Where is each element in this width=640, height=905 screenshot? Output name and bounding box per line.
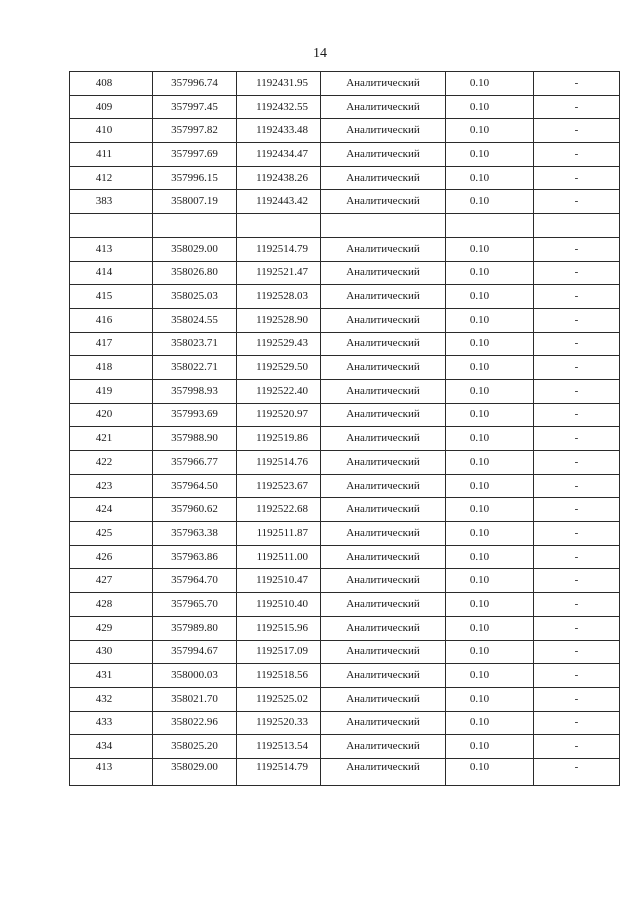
method-cell: Аналитический (321, 261, 446, 285)
y-coordinate-cell: 1192525.02 (237, 687, 321, 711)
accuracy-cell: 0.10 (446, 498, 534, 522)
description-cell: - (534, 616, 620, 640)
point-number-cell: 416 (70, 308, 153, 332)
table-row (70, 427, 620, 451)
description-cell: - (534, 119, 620, 143)
description-cell: - (534, 95, 620, 119)
description-cell: - (534, 687, 620, 711)
point-number-cell: 412 (70, 166, 153, 190)
y-coordinate-cell: 1192522.68 (237, 498, 321, 522)
table-row (70, 664, 620, 688)
method-cell: Аналитический (321, 569, 446, 593)
y-coordinate-cell: 1192514.76 (237, 451, 321, 475)
accuracy-cell: 0.10 (446, 72, 534, 96)
table-row (70, 379, 620, 403)
table-row (70, 687, 620, 711)
description-cell: - (534, 711, 620, 735)
method-cell: Аналитический (321, 593, 446, 617)
accuracy-cell: 0.10 (446, 261, 534, 285)
y-coordinate-cell: 1192518.56 (237, 664, 321, 688)
table-row (70, 735, 620, 759)
point-number-cell: 409 (70, 95, 153, 119)
y-coordinate-cell: 1192519.86 (237, 427, 321, 451)
accuracy-cell: 0.10 (446, 522, 534, 546)
table-row (70, 332, 620, 356)
x-coordinate-cell: 358029.00 (153, 758, 237, 785)
point-number-cell: 429 (70, 616, 153, 640)
point-number-cell: 408 (70, 72, 153, 96)
y-coordinate-cell: 1192513.54 (237, 735, 321, 759)
point-number-cell: 411 (70, 143, 153, 167)
x-coordinate-cell: 358025.20 (153, 735, 237, 759)
x-coordinate-cell: 357963.86 (153, 545, 237, 569)
description-cell: - (534, 735, 620, 759)
method-cell: Аналитический (321, 451, 446, 475)
description-cell: - (534, 593, 620, 617)
method-cell: Аналитический (321, 95, 446, 119)
method-cell: Аналитический (321, 687, 446, 711)
point-number-cell: 431 (70, 664, 153, 688)
point-number-cell: 423 (70, 474, 153, 498)
method-cell: Аналитический (321, 190, 446, 214)
accuracy-cell: 0.10 (446, 593, 534, 617)
x-coordinate-cell: 358023.71 (153, 332, 237, 356)
accuracy-cell: 0.10 (446, 119, 534, 143)
description-cell: - (534, 379, 620, 403)
y-coordinate-cell: 1192522.40 (237, 379, 321, 403)
accuracy-cell: 0.10 (446, 143, 534, 167)
method-cell: Аналитический (321, 403, 446, 427)
point-number-cell: 426 (70, 545, 153, 569)
point-number-cell: 419 (70, 379, 153, 403)
table-row (70, 522, 620, 546)
y-coordinate-cell: 1192528.03 (237, 285, 321, 309)
point-number-cell (70, 214, 153, 238)
y-coordinate-cell: 1192433.48 (237, 119, 321, 143)
point-number-cell: 421 (70, 427, 153, 451)
x-coordinate-cell: 357994.67 (153, 640, 237, 664)
point-number-cell: 410 (70, 119, 153, 143)
accuracy-cell: 0.10 (446, 190, 534, 214)
table-row (70, 403, 620, 427)
point-number-cell: 414 (70, 261, 153, 285)
description-cell: - (534, 308, 620, 332)
method-cell: Аналитический (321, 498, 446, 522)
table-row (70, 214, 620, 238)
description-cell: - (534, 545, 620, 569)
y-coordinate-cell: 1192511.00 (237, 545, 321, 569)
table-row (70, 237, 620, 261)
description-cell: - (534, 72, 620, 96)
table-row (70, 166, 620, 190)
y-coordinate-cell: 1192434.47 (237, 143, 321, 167)
accuracy-cell: 0.10 (446, 237, 534, 261)
point-number-cell: 417 (70, 332, 153, 356)
table-row (70, 711, 620, 735)
x-coordinate-cell: 357996.74 (153, 72, 237, 96)
x-coordinate-cell: 358025.03 (153, 285, 237, 309)
y-coordinate-cell (237, 214, 321, 238)
table-row (70, 190, 620, 214)
point-number-cell: 432 (70, 687, 153, 711)
point-number-cell: 433 (70, 711, 153, 735)
x-coordinate-cell: 357966.77 (153, 451, 237, 475)
method-cell: Аналитический (321, 332, 446, 356)
accuracy-cell: 0.10 (446, 545, 534, 569)
table-row (70, 498, 620, 522)
table-row (70, 451, 620, 475)
accuracy-cell: 0.10 (446, 427, 534, 451)
point-number-cell: 425 (70, 522, 153, 546)
accuracy-cell: 0.10 (446, 332, 534, 356)
accuracy-cell: 0.10 (446, 379, 534, 403)
description-cell: - (534, 451, 620, 475)
description-cell: - (534, 261, 620, 285)
y-coordinate-cell: 1192514.79 (237, 758, 321, 785)
y-coordinate-cell: 1192529.43 (237, 332, 321, 356)
x-coordinate-cell: 357963.38 (153, 522, 237, 546)
method-cell: Аналитический (321, 545, 446, 569)
description-cell: - (534, 166, 620, 190)
x-coordinate-cell: 358021.70 (153, 687, 237, 711)
description-cell: - (534, 522, 620, 546)
description-cell: - (534, 190, 620, 214)
x-coordinate-cell: 357997.82 (153, 119, 237, 143)
table-row (70, 474, 620, 498)
table-row (70, 640, 620, 664)
point-number-cell: 428 (70, 593, 153, 617)
description-cell: - (534, 143, 620, 167)
y-coordinate-cell: 1192517.09 (237, 640, 321, 664)
accuracy-cell: 0.10 (446, 474, 534, 498)
point-number-cell: 420 (70, 403, 153, 427)
x-coordinate-cell: 357989.80 (153, 616, 237, 640)
x-coordinate-cell: 357988.90 (153, 427, 237, 451)
description-cell: - (534, 664, 620, 688)
point-number-cell: 434 (70, 735, 153, 759)
point-number-cell: 427 (70, 569, 153, 593)
y-coordinate-cell: 1192431.95 (237, 72, 321, 96)
accuracy-cell: 0.10 (446, 356, 534, 380)
table-row (70, 758, 620, 785)
description-cell: - (534, 403, 620, 427)
x-coordinate-cell: 358029.00 (153, 237, 237, 261)
accuracy-cell: 0.10 (446, 166, 534, 190)
description-cell: - (534, 427, 620, 451)
table-row (70, 569, 620, 593)
x-coordinate-cell: 358000.03 (153, 664, 237, 688)
description-cell: - (534, 356, 620, 380)
method-cell: Аналитический (321, 758, 446, 785)
method-cell: Аналитический (321, 285, 446, 309)
x-coordinate-cell: 358024.55 (153, 308, 237, 332)
accuracy-cell: 0.10 (446, 308, 534, 332)
description-cell: - (534, 758, 620, 785)
method-cell: Аналитический (321, 735, 446, 759)
description-cell: - (534, 569, 620, 593)
x-coordinate-cell: 357964.70 (153, 569, 237, 593)
table-row (70, 143, 620, 167)
x-coordinate-cell (153, 214, 237, 238)
method-cell: Аналитический (321, 640, 446, 664)
x-coordinate-cell: 357996.15 (153, 166, 237, 190)
accuracy-cell: 0.10 (446, 403, 534, 427)
description-cell: - (534, 237, 620, 261)
table-row (70, 261, 620, 285)
y-coordinate-cell: 1192510.47 (237, 569, 321, 593)
y-coordinate-cell: 1192515.96 (237, 616, 321, 640)
y-coordinate-cell: 1192510.40 (237, 593, 321, 617)
description-cell: - (534, 498, 620, 522)
description-cell: - (534, 474, 620, 498)
x-coordinate-cell: 358026.80 (153, 261, 237, 285)
point-number-cell: 413 (70, 237, 153, 261)
y-coordinate-cell: 1192514.79 (237, 237, 321, 261)
method-cell: Аналитический (321, 356, 446, 380)
method-cell: Аналитический (321, 379, 446, 403)
method-cell: Аналитический (321, 427, 446, 451)
table-row (70, 545, 620, 569)
x-coordinate-cell: 357993.69 (153, 403, 237, 427)
accuracy-cell: 0.10 (446, 758, 534, 785)
method-cell: Аналитический (321, 711, 446, 735)
point-number-cell: 418 (70, 356, 153, 380)
x-coordinate-cell: 357997.45 (153, 95, 237, 119)
method-cell: Аналитический (321, 664, 446, 688)
point-number-cell: 415 (70, 285, 153, 309)
method-cell (321, 214, 446, 238)
table-row (70, 285, 620, 309)
y-coordinate-cell: 1192511.87 (237, 522, 321, 546)
x-coordinate-cell: 357998.93 (153, 379, 237, 403)
x-coordinate-cell: 357964.50 (153, 474, 237, 498)
accuracy-cell: 0.10 (446, 664, 534, 688)
description-cell (534, 214, 620, 238)
coordinates-table (69, 71, 620, 786)
x-coordinate-cell: 358022.96 (153, 711, 237, 735)
accuracy-cell: 0.10 (446, 285, 534, 309)
accuracy-cell: 0.10 (446, 735, 534, 759)
y-coordinate-cell: 1192529.50 (237, 356, 321, 380)
table-row (70, 72, 620, 96)
x-coordinate-cell: 358022.71 (153, 356, 237, 380)
table-row (70, 356, 620, 380)
point-number-cell: 422 (70, 451, 153, 475)
method-cell: Аналитический (321, 143, 446, 167)
accuracy-cell: 0.10 (446, 711, 534, 735)
table-row (70, 119, 620, 143)
x-coordinate-cell: 357960.62 (153, 498, 237, 522)
y-coordinate-cell: 1192438.26 (237, 166, 321, 190)
point-number-cell: 383 (70, 190, 153, 214)
y-coordinate-cell: 1192520.33 (237, 711, 321, 735)
page-number: 14 (313, 46, 327, 61)
accuracy-cell (446, 214, 534, 238)
x-coordinate-cell: 357965.70 (153, 593, 237, 617)
table-row (70, 593, 620, 617)
point-number-cell: 430 (70, 640, 153, 664)
description-cell: - (534, 332, 620, 356)
method-cell: Аналитический (321, 522, 446, 546)
method-cell: Аналитический (321, 119, 446, 143)
y-coordinate-cell: 1192432.55 (237, 95, 321, 119)
description-cell: - (534, 285, 620, 309)
y-coordinate-cell: 1192521.47 (237, 261, 321, 285)
accuracy-cell: 0.10 (446, 569, 534, 593)
accuracy-cell: 0.10 (446, 95, 534, 119)
x-coordinate-cell: 358007.19 (153, 190, 237, 214)
table-row (70, 95, 620, 119)
accuracy-cell: 0.10 (446, 616, 534, 640)
method-cell: Аналитический (321, 616, 446, 640)
method-cell: Аналитический (321, 72, 446, 96)
table-row (70, 616, 620, 640)
method-cell: Аналитический (321, 237, 446, 261)
method-cell: Аналитический (321, 474, 446, 498)
point-number-cell: 424 (70, 498, 153, 522)
table-row (70, 308, 620, 332)
y-coordinate-cell: 1192523.67 (237, 474, 321, 498)
accuracy-cell: 0.10 (446, 451, 534, 475)
method-cell: Аналитический (321, 166, 446, 190)
y-coordinate-cell: 1192443.42 (237, 190, 321, 214)
coordinates-table-body (70, 72, 620, 786)
x-coordinate-cell: 357997.69 (153, 143, 237, 167)
description-cell: - (534, 640, 620, 664)
accuracy-cell: 0.10 (446, 640, 534, 664)
y-coordinate-cell: 1192528.90 (237, 308, 321, 332)
y-coordinate-cell: 1192520.97 (237, 403, 321, 427)
point-number-cell: 413 (70, 758, 153, 785)
accuracy-cell: 0.10 (446, 687, 534, 711)
method-cell: Аналитический (321, 308, 446, 332)
